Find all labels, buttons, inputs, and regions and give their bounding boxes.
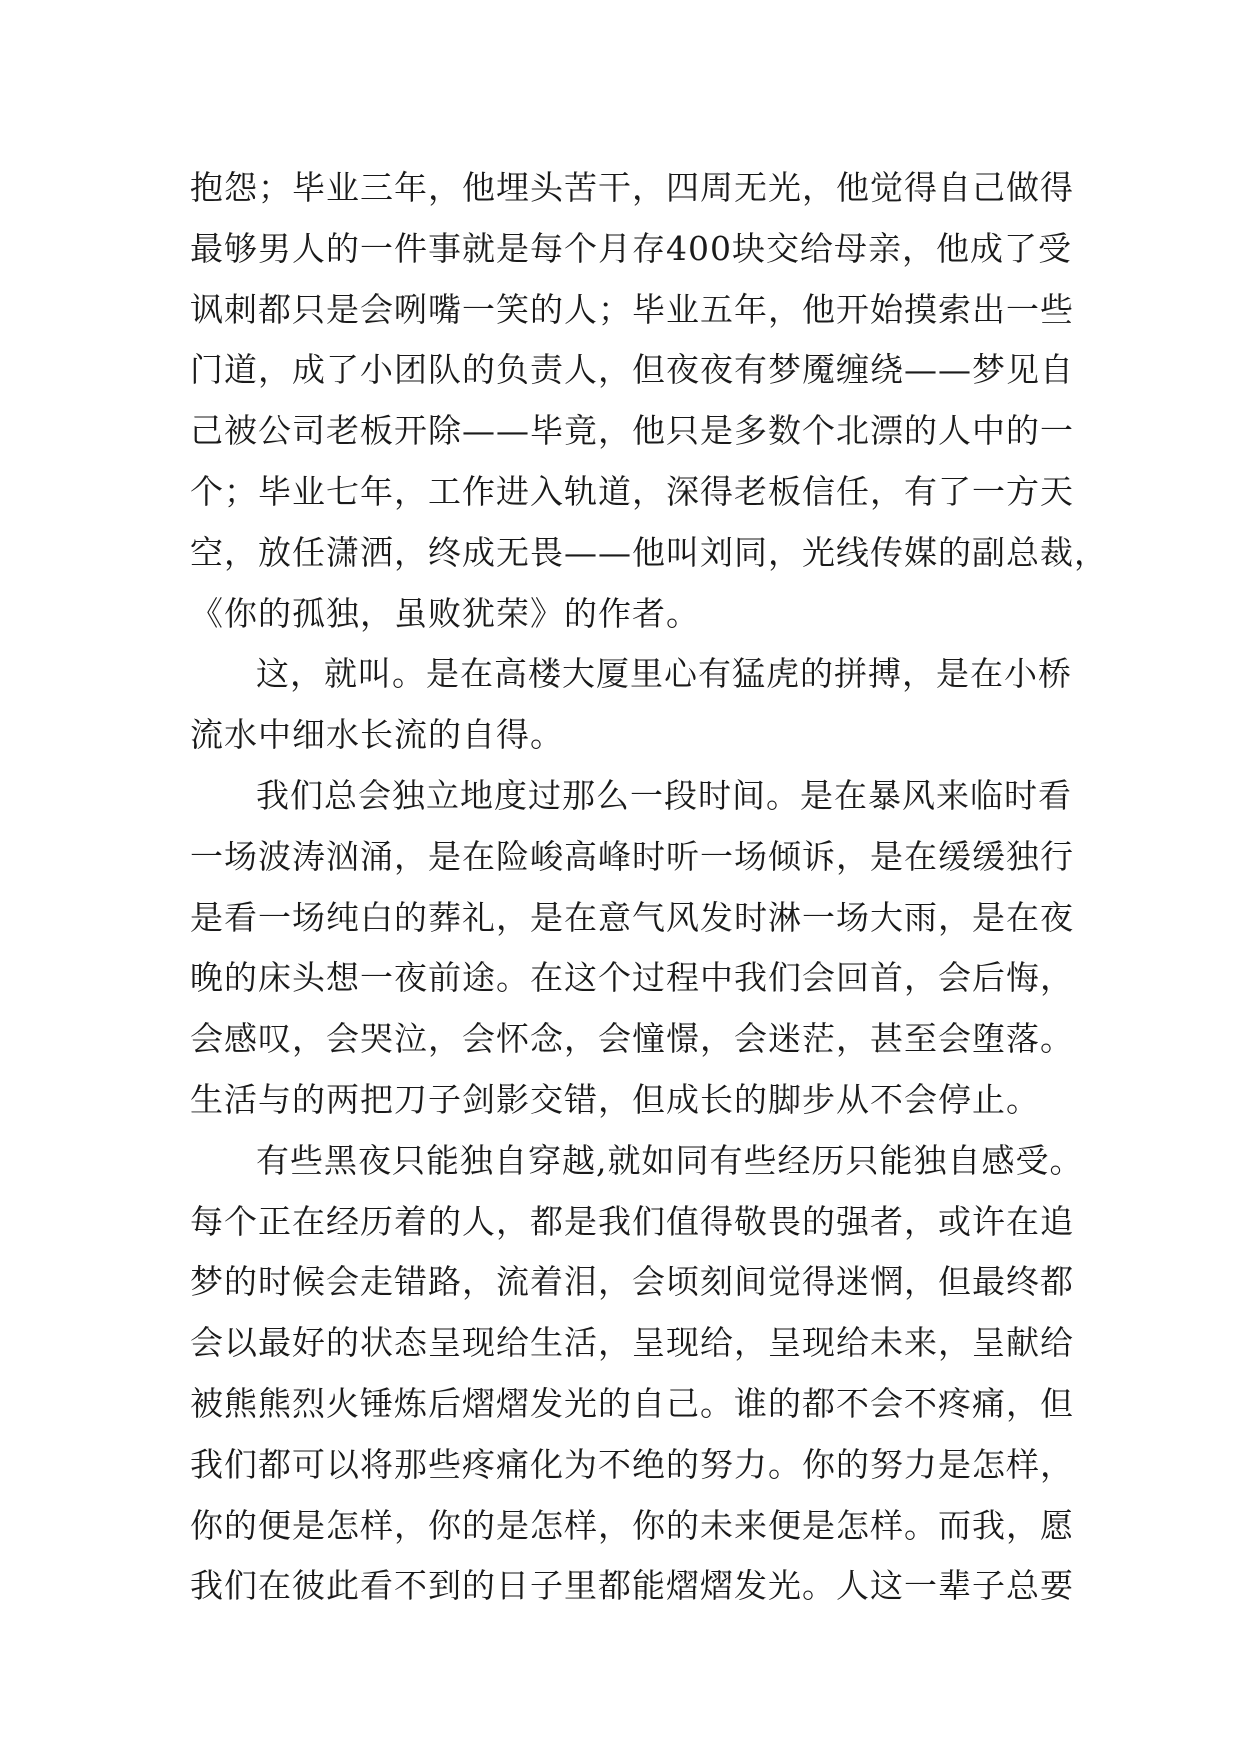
text-line: 晚的床头想一夜前途。在这个过程中我们会回首，会后悔， bbox=[190, 958, 1074, 998]
text-line: 这，就叫。是在高楼大厦里心有猛虎的拼搏，是在小桥 bbox=[256, 654, 1072, 694]
text-line: 你的便是怎样，你的是怎样，你的未来便是怎样。而我，愿 bbox=[190, 1505, 1074, 1545]
text-line: 会以最好的状态呈现给生活，呈现给，呈现给未来，呈献给 bbox=[190, 1323, 1074, 1363]
text-line: 梦的时候会走错路，流着泪，会顷刻间觉得迷惘，但最终都 bbox=[190, 1262, 1074, 1302]
text-line: 流水中细水长流的自得。 bbox=[190, 715, 564, 755]
text-line: 我们都可以将那些疼痛化为不绝的努力。你的努力是怎样， bbox=[190, 1444, 1074, 1484]
document-body-text bbox=[190, 158, 1108, 1617]
text-line: 《你的孤独，虽败犹荣》的作者。 bbox=[190, 593, 700, 633]
text-line: 己被公司老板开除——毕竟，他只是多数个北漂的人中的一 bbox=[190, 411, 1074, 451]
text-line: 有些黑夜只能独自穿越,就如同有些经历只能独自感受。 bbox=[256, 1140, 1084, 1180]
text-line: 我们总会独立地度过那么一段时间。是在暴风来临时看 bbox=[256, 775, 1072, 815]
text-line: 空，放任潇洒，终成无畏——他叫刘同，光线传媒的副总裁， bbox=[190, 532, 1108, 572]
text-line: 讽刺都只是会咧嘴一笑的人；毕业五年，他开始摸索出一些 bbox=[190, 289, 1074, 329]
text-line: 生活与的两把刀子剑影交错，但成长的脚步从不会停止。 bbox=[190, 1079, 1040, 1119]
text-line: 门道，成了小团队的负责人，但夜夜有梦魇缠绕——梦见自 bbox=[190, 350, 1074, 390]
text-line: 最够男人的一件事就是每个月存400块交给母亲，他成了受 bbox=[190, 228, 1072, 268]
text-line: 抱怨；毕业三年，他埋头苦干，四周无光，他觉得自己做得 bbox=[190, 168, 1074, 207]
text-line: 每个正在经历着的人，都是我们值得敬畏的强者，或许在追 bbox=[190, 1201, 1074, 1241]
text-line: 个；毕业七年，工作进入轨道，深得老板信任，有了一方天 bbox=[190, 471, 1074, 511]
text-line: 会感叹，会哭泣，会怀念，会憧憬，会迷茫，甚至会堕落。 bbox=[190, 1019, 1074, 1059]
text-line: 被熊熊烈火锤炼后熠熠发光的自己。谁的都不会不疼痛，但 bbox=[190, 1383, 1074, 1423]
text-line: 是看一场纯白的葬礼，是在意气风发时淋一场大雨，是在夜 bbox=[190, 897, 1074, 937]
text-line: 我们在彼此看不到的日子里都能熠熠发光。人这一辈子总要 bbox=[190, 1566, 1074, 1606]
text-line: 一场波涛汹涌，是在险峻高峰时听一场倾诉，是在缓缓独行 bbox=[190, 836, 1074, 876]
